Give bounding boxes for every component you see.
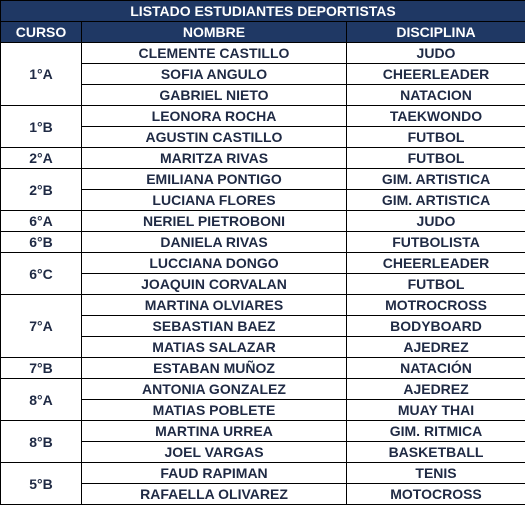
table-row <box>1 232 525 253</box>
table-row <box>1 148 525 169</box>
nombre-cell: FAUD RAPIMAN <box>82 463 347 484</box>
curso-cell: 1°B <box>1 106 82 148</box>
curso-cell: 7°B <box>1 358 82 379</box>
nombre-cell: MARTINA OLVIARES <box>82 295 347 316</box>
disciplina-cell: JUDO <box>347 43 525 64</box>
nombre-cell: SEBASTIAN BAEZ <box>82 316 347 337</box>
nombre-cell: CLEMENTE CASTILLO <box>82 43 347 64</box>
curso-cell: 5°B <box>1 463 82 505</box>
curso-cell: 8°A <box>1 379 82 421</box>
disciplina-cell: GIM. ARTISTICA <box>347 169 525 190</box>
curso-cell: 7°A <box>1 295 82 358</box>
nombre-cell: GABRIEL NIETO <box>82 85 347 106</box>
nombre-cell: LEONORA ROCHA <box>82 106 347 127</box>
disciplina-cell: MUAY THAI <box>347 400 525 421</box>
curso-cell: 2°A <box>1 148 82 169</box>
nombre-cell: MATIAS SALAZAR <box>82 337 347 358</box>
nombre-cell: LUCCIANA DONGO <box>82 253 347 274</box>
curso-cell: 6°B <box>1 232 82 253</box>
disciplina-cell: FUTBOL <box>347 148 525 169</box>
nombre-cell: ANTONIA GONZALEZ <box>82 379 347 400</box>
header-curso: CURSO <box>1 22 82 43</box>
table-body <box>1 43 525 505</box>
disciplina-cell: BODYBOARD <box>347 316 525 337</box>
disciplina-cell: FUTBOLISTA <box>347 232 525 253</box>
table-row <box>1 43 525 64</box>
table-row <box>1 106 525 127</box>
table-row <box>1 169 525 190</box>
table-row <box>1 463 525 484</box>
disciplina-cell: NATACION <box>347 85 525 106</box>
disciplina-cell: GIM. RITMICA <box>347 421 525 442</box>
nombre-cell: LUCIANA FLORES <box>82 190 347 211</box>
disciplina-cell: MOTOCROSS <box>347 484 525 505</box>
curso-cell: 8°B <box>1 421 82 463</box>
header-row <box>1 22 525 43</box>
nombre-cell: DANIELA RIVAS <box>82 232 347 253</box>
nombre-cell: SOFIA ANGULO <box>82 64 347 85</box>
nombre-cell: MATIAS POBLETE <box>82 400 347 421</box>
disciplina-cell: JUDO <box>347 211 525 232</box>
nombre-cell: MARTINA URREA <box>82 421 347 442</box>
table-row <box>1 379 525 400</box>
nombre-cell: AGUSTIN CASTILLO <box>82 127 347 148</box>
nombre-cell: EMILIANA PONTIGO <box>82 169 347 190</box>
table-row <box>1 358 525 379</box>
disciplina-cell: BASKETBALL <box>347 442 525 463</box>
title-row <box>1 1 525 22</box>
disciplina-cell: GIM. ARTISTICA <box>347 190 525 211</box>
disciplina-cell: FUTBOL <box>347 274 525 295</box>
header-nombre: NOMBRE <box>82 22 347 43</box>
curso-cell: 6°C <box>1 253 82 295</box>
nombre-cell: NERIEL PIETROBONI <box>82 211 347 232</box>
disciplina-cell: CHEERLEADER <box>347 253 525 274</box>
table-title: LISTADO ESTUDIANTES DEPORTISTAS <box>1 1 525 22</box>
disciplina-cell: CHEERLEADER <box>347 64 525 85</box>
nombre-cell: RAFAELLA OLIVAREZ <box>82 484 347 505</box>
disciplina-cell: AJEDREZ <box>347 379 525 400</box>
curso-cell: 1°A <box>1 43 82 106</box>
table-row <box>1 253 525 274</box>
table-row <box>1 211 525 232</box>
table-row <box>1 421 525 442</box>
header-disciplina: DISCIPLINA <box>347 22 525 43</box>
disciplina-cell: FUTBOL <box>347 127 525 148</box>
disciplina-cell: TAEKWONDO <box>347 106 525 127</box>
curso-cell: 2°B <box>1 169 82 211</box>
table-row <box>1 295 525 316</box>
curso-cell: 6°A <box>1 211 82 232</box>
nombre-cell: ESTABAN MUÑOZ <box>82 358 347 379</box>
disciplina-cell: AJEDREZ <box>347 337 525 358</box>
disciplina-cell: TENIS <box>347 463 525 484</box>
disciplina-cell: MOTROCROSS <box>347 295 525 316</box>
disciplina-cell: NATACIÓN <box>347 358 525 379</box>
nombre-cell: JOEL VARGAS <box>82 442 347 463</box>
nombre-cell: MARITZA RIVAS <box>82 148 347 169</box>
nombre-cell: JOAQUIN CORVALAN <box>82 274 347 295</box>
